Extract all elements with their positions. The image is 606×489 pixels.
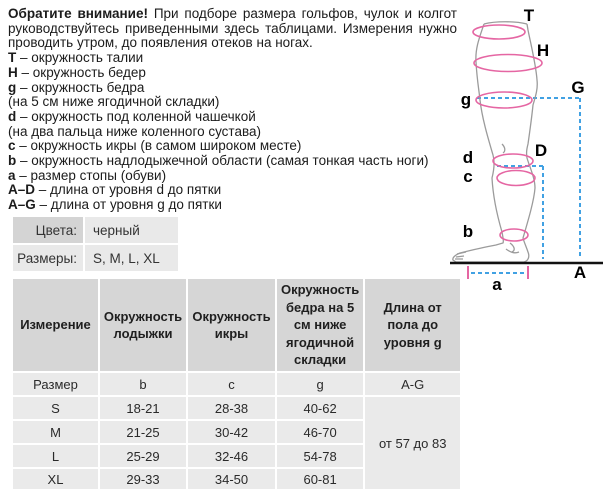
table-header-row <box>13 279 460 371</box>
legend-line-H <box>8 66 457 81</box>
label-b: b <box>462 222 474 241</box>
legend-line-T <box>8 51 457 66</box>
legend-text: – окружность икры (в самом широком месте) <box>19 138 302 154</box>
label-c: c <box>463 167 473 186</box>
label-g: g <box>460 90 472 109</box>
ankle-detail <box>506 243 519 253</box>
column-header-length: Длина от пола до уровня g <box>365 279 460 371</box>
colors-value: черный <box>85 217 178 243</box>
g-ellipse <box>476 92 532 108</box>
size-cell: S <box>13 397 98 419</box>
knee-detail <box>502 144 505 153</box>
size-cell: M <box>13 421 98 443</box>
legend-text: – окружность под коленной чашечкой <box>20 108 256 124</box>
intro-rest: При подборе размера гольфов, чулок и колгот <box>153 6 457 21</box>
intro-bold: Обратите внимание! <box>8 6 148 21</box>
legend-line-AD <box>8 183 457 198</box>
legend-line-b <box>8 154 457 169</box>
letter-cell: A-G <box>365 373 460 395</box>
value-cell: 54-78 <box>277 445 363 467</box>
legend-line-a <box>8 169 457 184</box>
intro-line <box>8 7 457 22</box>
legend-text: – длина от уровня d до пятки <box>38 182 222 198</box>
legend-text: – окружность талии <box>20 50 144 66</box>
H-ellipse <box>474 55 542 72</box>
value-cell: 30-42 <box>188 421 275 443</box>
legend-letter: A–D <box>8 182 36 198</box>
legend-line-g-note <box>8 95 457 110</box>
c-ellipse <box>497 171 535 186</box>
value-cell: 18-21 <box>100 397 186 419</box>
legend-text: – размер стопы (обуви) <box>19 167 167 183</box>
label-a: a <box>492 275 502 294</box>
legend-letter: a <box>8 167 16 183</box>
attributes-block <box>13 217 178 273</box>
legend-letter: T <box>8 50 17 66</box>
legend-text: (на два пальца ниже коленного сустава) <box>8 123 261 139</box>
value-cell: 21-25 <box>100 421 186 443</box>
value-cell: 46-70 <box>277 421 363 443</box>
intro-rest: руководствуйтесь приведенными здесь таблицами. Измерения нужно <box>8 20 457 36</box>
legend-line-AG <box>8 198 457 213</box>
value-cell: 40-62 <box>277 397 363 419</box>
legend-letter: c <box>8 138 16 154</box>
size-cell: XL <box>13 469 98 489</box>
value-cell: 32-46 <box>188 445 275 467</box>
letter-cell: Размер <box>13 373 98 395</box>
legend-letter: d <box>8 108 17 124</box>
label-D: D <box>534 141 548 160</box>
letter-cell: g <box>277 373 363 395</box>
value-cell: 28-38 <box>188 397 275 419</box>
value-cell: 25-29 <box>100 445 186 467</box>
legend-letter: H <box>8 64 18 80</box>
intro-rest: проводить утром, до появления отеков на ногах. <box>8 35 313 51</box>
legend-text: (на 5 см ниже ягодичной складки) <box>8 94 220 110</box>
column-header-ankle: Окружность лодыжки <box>100 279 186 371</box>
leg-measurement-diagram <box>440 0 606 300</box>
toes-detail <box>455 252 466 259</box>
legend-letter: g <box>8 79 17 95</box>
legend-letter: b <box>8 153 17 169</box>
label-T: T <box>523 6 535 25</box>
letter-cell: b <box>100 373 186 395</box>
legend-text: – окружность бедер <box>21 64 146 80</box>
column-header-calf: Окружность икры <box>188 279 275 371</box>
label-d: d <box>462 148 474 167</box>
sizes-label: Размеры: <box>13 245 83 271</box>
value-cell: 29-33 <box>100 469 186 489</box>
column-header-thigh: Окружность бедра на 5 см ниже ягодичной складки <box>277 279 363 371</box>
label-G: G <box>571 78 585 97</box>
legend-line-d-note <box>8 125 457 140</box>
sizes-value: S, M, L, XL <box>85 245 178 271</box>
letter-row <box>13 373 460 395</box>
letter-cell: c <box>188 373 275 395</box>
table-row-S <box>13 397 460 419</box>
merged-length-cell: от 57 до 83 <box>365 397 460 489</box>
size-table <box>11 277 462 489</box>
intro-line <box>8 22 457 37</box>
legend-text: – окружность надлодыжечной области (самая тонкая часть ноги) <box>20 153 429 169</box>
sizes-row <box>13 245 178 271</box>
intro-text <box>8 7 457 213</box>
legend-text: – длина от уровня g до пятки <box>39 197 222 213</box>
measurement-ellipses <box>468 25 542 279</box>
colors-row <box>13 217 178 243</box>
torso-top-line <box>484 22 527 24</box>
label-A: A <box>573 263 587 282</box>
diagram-labels <box>461 6 586 294</box>
size-cell: L <box>13 445 98 467</box>
label-H: H <box>536 41 550 60</box>
value-cell: 34-50 <box>188 469 275 489</box>
legend-line-d <box>8 110 457 125</box>
legend-line-g <box>8 81 457 96</box>
value-cell: 60-81 <box>277 469 363 489</box>
legend-line-c <box>8 139 457 154</box>
legend-text: – окружность бедра <box>20 79 145 95</box>
colors-label: Цвета: <box>13 217 83 243</box>
column-header-measure: Измерение <box>13 279 98 371</box>
intro-line <box>8 36 457 51</box>
legend-letter: A–G <box>8 197 36 213</box>
